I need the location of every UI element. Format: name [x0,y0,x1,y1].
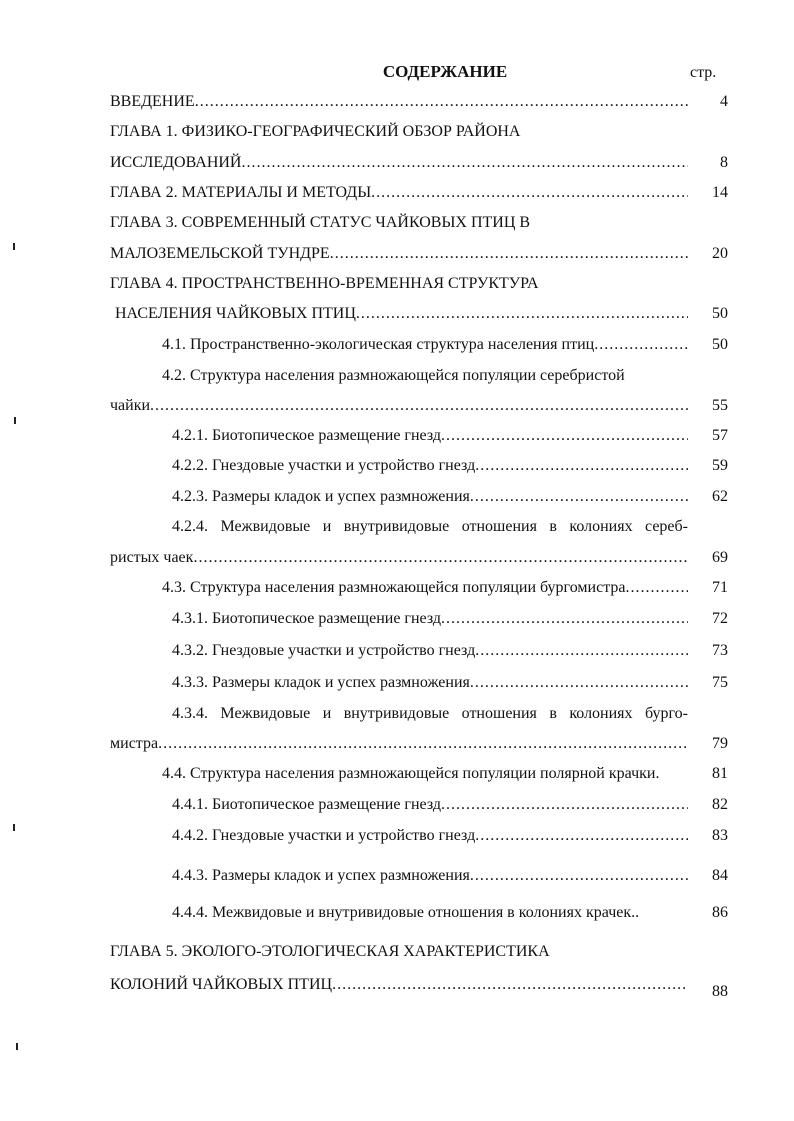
dot-leader [441,425,688,447]
toc-entry [110,974,688,996]
toc-entry-title: 4.4.3. Размеры кладок и успех размножения [172,867,470,884]
dot-leader [470,672,688,694]
toc-entry-title: 4.3.1. Биотопическое размещение гнезд [172,610,442,627]
toc-entry [110,547,688,569]
toc-entry-title: МАЛОЗЕМЕЛЬСКОЙ ТУНДРЕ [110,245,330,262]
toc-entry [172,486,688,508]
toc-page-number: 75 [712,674,728,691]
scan-artifact [16,1043,18,1050]
toc-entry-title: 4.4. Структура населения размножающейся популяции полярной крачки. [162,765,660,782]
toc-entry [110,395,688,417]
toc-page-number: 73 [712,642,728,659]
toc-page-number: 69 [712,549,728,566]
toc-entry-title: ВВЕДЕНИЕ [110,93,195,110]
toc-entry [172,794,688,816]
toc-entry [172,425,688,447]
toc-entry [172,902,639,924]
dot-leader [150,395,688,417]
toc-entry [110,182,688,204]
toc-page-number: 55 [712,397,728,414]
toc-entry [110,243,688,265]
toc-page-number: 8 [720,154,728,171]
toc-entry [172,640,688,662]
toc-page-number: 88 [712,983,728,1000]
toc-entry [110,941,550,963]
toc-page-number: 62 [712,488,728,505]
dot-leader [195,91,688,113]
toc-entry-title: НАСЕЛЕНИЯ ЧАЙКОВЫХ ПТИЦ [115,305,356,322]
scan-artifact [14,417,16,424]
toc-page-number: 59 [712,457,728,474]
toc-entry-title: 4.4.1. Биотопическое размещение гнезд [172,796,442,813]
toc-entry [110,733,688,755]
dot-leader [594,334,688,356]
toc-entry-title: мистра [110,735,159,752]
dot-leader [625,577,688,599]
toc-entry [110,121,520,143]
dot-leader [441,794,688,816]
toc-entry-title: 4.1. Пространственно-экологическая структура населения птиц [162,336,595,353]
toc-entry [172,703,688,725]
toc-entry-title: ИССЛЕДОВАНИЙ [110,154,242,171]
toc-page-number: 86 [712,904,728,921]
dot-leader [475,640,688,662]
toc-page-number: 79 [712,735,728,752]
toc-entry-title: 4.4.4. Межвидовые и внутривидовые отношения в колониях крачек.. [172,904,640,921]
toc-entry-title: 4.2.1. Биотопическое размещение гнезд [172,427,442,444]
dot-leader [470,865,688,887]
toc-entry [172,455,688,477]
toc-entry-title: ГЛАВА 1. ФИЗИКО-ГЕОГРАФИЧЕСКИЙ ОБЗОР РАЙОНА [110,123,521,140]
toc-page-number: 84 [712,867,728,884]
dot-leader [475,455,688,477]
page-title: СОДЕРЖАНИЕ [382,62,508,81]
toc-page-number: 20 [712,245,728,262]
toc-page-number: 14 [712,184,728,201]
dot-leader [332,974,688,996]
toc-entry-title: ристых чаек [110,549,194,566]
dot-leader [356,303,688,325]
toc-entry [172,516,688,538]
toc-entry [110,91,688,113]
toc-entry [162,577,688,599]
dot-leader [470,486,688,508]
toc-entry-title: 4.2.2. Гнездовые участки и устройство гнезд [172,457,476,474]
dot-leader [193,547,688,569]
toc-entry-title: 4.2.4. Межвидовые и внутривидовые отношения в колониях сереб- [172,518,688,535]
dot-leader [241,152,688,174]
toc-entry [172,672,688,694]
toc-page-number: 83 [712,827,728,844]
toc-entry [172,865,688,887]
toc-entry [110,212,530,234]
toc-entry-title: чайки [110,397,151,414]
toc-entry-title: 4.2.3. Размеры кладок и успех размножения [172,488,470,505]
toc-page-number: 81 [712,765,728,782]
toc-entry [162,763,688,785]
toc-entry [172,825,688,847]
dot-leader [371,182,688,204]
dot-leader [475,825,688,847]
toc-entry [162,334,688,356]
toc-entry-title: КОЛОНИЙ ЧАЙКОВЫХ ПТИЦ [110,976,333,993]
toc-entry-title: ГЛАВА 5. ЭКОЛОГО-ЭТОЛОГИЧЕСКАЯ ХАРАКТЕРИСТИКА [110,943,550,960]
toc-entry-title: ГЛАВА 3. СОВРЕМЕННЫЙ СТАТУС ЧАЙКОВЫХ ПТИЦ В [110,214,531,231]
toc-page-number: 72 [712,610,728,627]
toc-entry [162,365,625,387]
toc-entry [115,303,688,325]
toc-page-number: 4 [720,93,728,110]
dot-leader [330,243,688,265]
toc-page-number: 82 [712,796,728,813]
page-column-label: стр. [690,64,717,81]
scan-artifact [13,824,15,831]
toc-entry-title: ГЛАВА 4. ПРОСТРАНСТВЕННО-ВРЕМЕННАЯ СТРУКТУРА [110,275,539,292]
toc-entry-title: ГЛАВА 2. МАТЕРИАЛЫ И МЕТОДЫ [110,184,372,201]
toc-entry-title: 4.3.3. Размеры кладок и успех размножения [172,674,470,691]
dot-leader [441,608,688,630]
toc-entry-title: 4.4.2. Гнездовые участки и устройство гнезд [172,827,476,844]
toc-entry [110,273,539,295]
toc-entry-title: 4.3.4. Межвидовые и внутривидовые отношения в колониях бурго- [172,705,688,722]
toc-page-number: 71 [712,579,728,596]
toc-entry [172,608,688,630]
toc-entry [110,152,688,174]
toc-entry-title: 4.2. Структура населения размножающейся популяции серебристой [162,367,625,384]
toc-entry-title: 4.3. Структура населения размножающейся популяции бургомистра [162,579,626,596]
scan-artifact [13,243,15,250]
toc-page-number: 50 [712,305,728,322]
toc-page-number: 57 [712,427,728,444]
toc-page-number: 50 [712,336,728,353]
toc-entry-title: 4.3.2. Гнездовые участки и устройство гнезд [172,642,476,659]
dot-leader [158,733,688,755]
